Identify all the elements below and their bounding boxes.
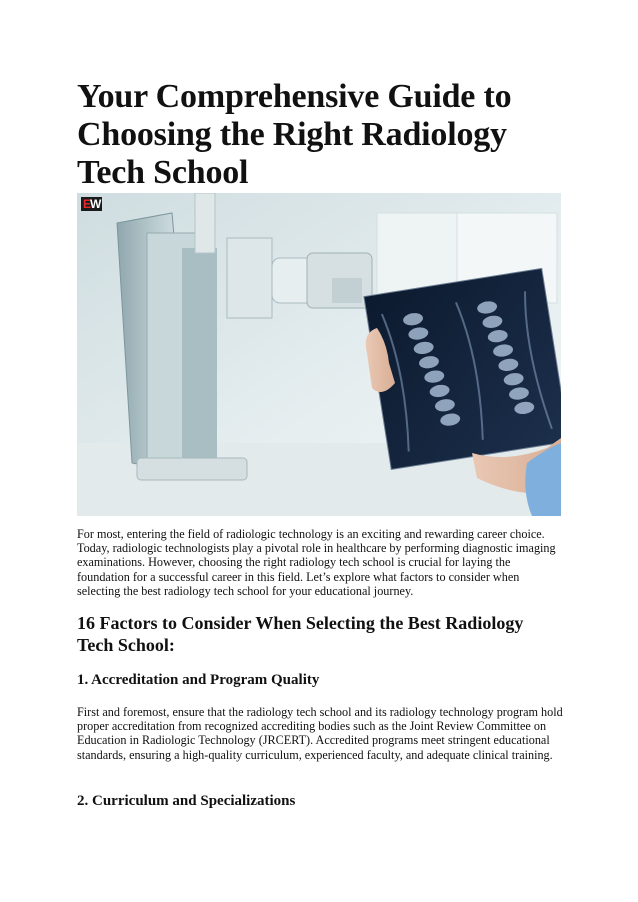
hero-image (77, 193, 561, 516)
section-body-accreditation: First and foremost, ensure that the radiology tech school and its radiology technology program hold proper accreditation from recognized accrediting bodies such as the Joint Review Committee on Education in Radiologic Technology (JRCERT). Accredited programs meet stringent educational standards, ensuring a high-quality curriculum, experienced faculty, and adequate clinical training. (77, 705, 563, 762)
brand-logo: EW (83, 197, 101, 211)
section-heading-accreditation: 1. Accreditation and Program Quality (77, 672, 320, 688)
page-title: Your Comprehensive Guide to Choosing the Right Radiology Tech School (77, 78, 512, 191)
factors-heading: 16 Factors to Consider When Selecting the Best Radiology Tech School: (77, 613, 524, 655)
xray-room-illustration (77, 193, 561, 516)
intro-paragraph: For most, entering the field of radiologic technology is an exciting and rewarding career choice. Today, radiologic technologists play a pivotal role in healthcare by performing diagnostic imaging examinations. However, choosing the right radiology tech school is crucial for laying the foundation for a successful career in this field. Let’s explore what factors to consider when selecting the best radiology tech school for your educational journey. (77, 527, 556, 598)
section-heading-curriculum: 2. Curriculum and Specializations (77, 793, 296, 809)
